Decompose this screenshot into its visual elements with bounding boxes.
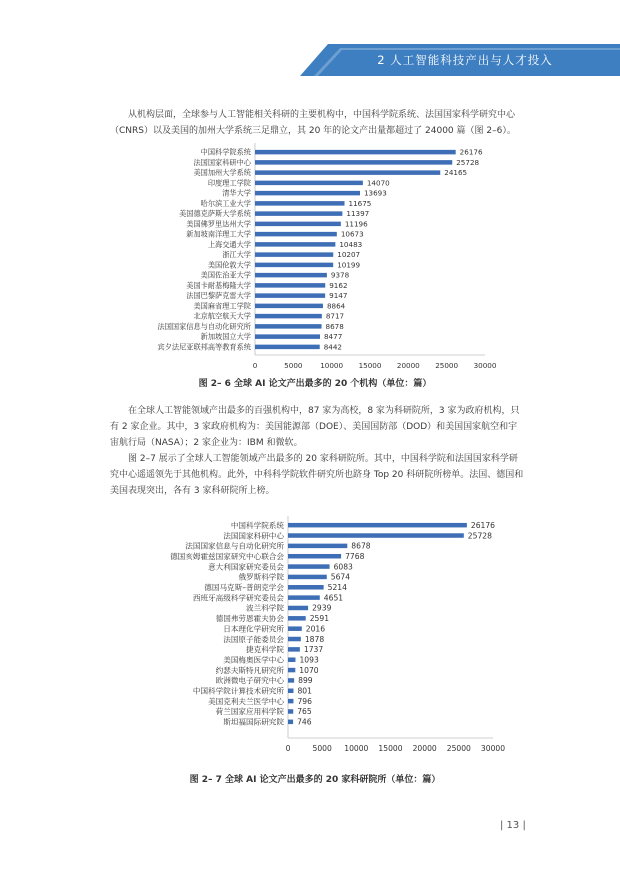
category-label: 清华大学 — [222, 188, 251, 198]
bar — [288, 544, 347, 549]
bar — [288, 647, 300, 652]
bar — [288, 709, 293, 714]
data-label: 8442 — [323, 342, 343, 352]
data-label: 7768 — [345, 551, 365, 561]
data-label: 10207 — [337, 250, 361, 260]
bar — [288, 564, 330, 569]
bar — [288, 689, 293, 694]
data-label: 899 — [298, 676, 313, 686]
category-label: 美国伦敦大学 — [207, 260, 251, 270]
data-label: 1737 — [303, 645, 324, 655]
page-number: | 13 | — [500, 820, 526, 831]
data-label: 9162 — [329, 280, 348, 290]
section-title: 2 人工智能科技产出与人才投入 — [377, 53, 553, 67]
category-label: 西班牙高级科学研究委员会 — [192, 593, 284, 603]
category-label: 法国国家科研中心 — [223, 531, 284, 541]
bar — [288, 606, 308, 611]
category-label: 荷兰国家应用科学院 — [215, 707, 284, 717]
category-label: 美国克利夫兰医学中心 — [208, 696, 284, 706]
data-label: 6083 — [333, 562, 353, 572]
x-tick-label: 30000 — [480, 744, 506, 753]
x-tick-label: 10000 — [320, 361, 344, 370]
bar — [288, 585, 324, 590]
category-label: 日本理化学研究所 — [223, 624, 284, 634]
data-label: 801 — [297, 686, 312, 696]
category-label: 哈尔滨工业大学 — [200, 198, 251, 208]
bar-chart-top-institutions — [125, 143, 505, 375]
paragraph-line: 美国表现突出，各有 3 家科研院所上榜。 — [110, 486, 275, 496]
bar — [255, 191, 360, 196]
data-label: 8678 — [325, 321, 344, 331]
data-label: 1878 — [304, 634, 325, 644]
category-label: 意大利国家研究委员会 — [208, 562, 284, 572]
data-label: 9378 — [330, 270, 350, 280]
category-label: 德国亥姆霍兹国家研究中心联合会 — [170, 551, 284, 561]
category-label: 上海交通大学 — [207, 239, 251, 249]
data-label: 25728 — [456, 157, 480, 167]
x-tick-label: 20000 — [412, 744, 437, 753]
x-tick-label: 5000 — [312, 744, 332, 753]
bar — [255, 314, 322, 319]
bar — [288, 554, 341, 559]
bar — [255, 150, 456, 155]
x-tick-label: 25000 — [446, 744, 471, 753]
category-label: 美国卡耐基梅隆大学 — [186, 280, 251, 290]
data-label: 4651 — [323, 593, 344, 603]
category-label: 法国原子能委员会 — [223, 634, 284, 644]
category-label: 北京航空航天大学 — [193, 311, 251, 321]
category-label: 俄罗斯科学院 — [238, 572, 284, 582]
bar — [255, 304, 323, 309]
bar — [255, 293, 325, 298]
data-label: 8864 — [326, 301, 346, 311]
data-label: 8477 — [323, 332, 343, 342]
bar — [255, 211, 342, 216]
data-label: 24165 — [444, 168, 468, 178]
category-label: 法国国家信息与自动化研究所 — [157, 321, 251, 331]
data-label: 2591 — [309, 614, 330, 624]
data-label: 8678 — [351, 541, 371, 551]
paragraph-line: （CNRS）以及美国的加州大学系统三足鼎立，其 20 年的论文产出量都超过了 24000 篇（图 2–6）。 — [110, 126, 516, 136]
data-label: 10483 — [339, 239, 363, 249]
data-label: 10673 — [340, 229, 364, 239]
data-label: 13693 — [363, 188, 387, 198]
bar — [255, 181, 363, 186]
bar — [255, 273, 327, 278]
bar — [255, 345, 320, 350]
bar — [255, 252, 333, 257]
paragraph-line: 究中心遥遥领先于其他机构。此外，中科科学院软件研究所也跻身 Top 20 科研院所榜单。法国、德国和 — [110, 470, 524, 480]
data-label: 1093 — [299, 655, 319, 665]
category-label: 美国麻省理工学院 — [193, 301, 251, 311]
paragraph-2 — [110, 403, 550, 499]
data-label: 2939 — [312, 603, 332, 613]
bar — [288, 616, 306, 621]
bar — [255, 242, 335, 247]
data-label: 25728 — [467, 531, 492, 541]
data-label: 11675 — [348, 198, 372, 208]
bar — [288, 595, 320, 600]
paragraph-line: 从机构层面，全球参与人工智能相关科研的主要机构中，中国科学院系统、法国国家科学研究中心 — [128, 110, 516, 120]
category-label: 美国梅奥医学中心 — [223, 655, 284, 665]
x-tick-label: 0 — [285, 744, 291, 753]
x-tick-label: 20000 — [396, 361, 420, 370]
bar — [255, 263, 333, 268]
paragraph-1 — [110, 107, 550, 139]
paragraph-line: 宙航行局（NASA）；2 家企业为：IBM 和微软。 — [110, 438, 303, 448]
data-label: 1070 — [299, 665, 319, 675]
bar — [288, 678, 294, 683]
category-label: 美国佛罗里达州大学 — [186, 219, 251, 229]
category-label: 法国国家信息与自动化研究所 — [185, 541, 284, 551]
bar — [288, 523, 467, 528]
bar — [288, 575, 327, 580]
category-label: 法国巴黎萨克雷大学 — [186, 291, 251, 301]
data-label: 5214 — [327, 583, 347, 593]
bar — [288, 657, 295, 662]
data-label: 796 — [297, 696, 312, 706]
category-label: 印度理工学院 — [207, 178, 251, 188]
bar — [255, 201, 345, 206]
data-label: 746 — [297, 717, 312, 727]
category-label: 德国马克斯–普朗克学会 — [204, 583, 284, 593]
bar — [288, 668, 295, 673]
bar — [255, 170, 440, 175]
category-label: 波兰科学院 — [246, 603, 284, 613]
category-label: 约瑟夫斯特凡研究所 — [215, 665, 284, 675]
paragraph-line: 图 2–7 展示了全球人工智能领域产出最多的 20 家科研院所。其中，中国科学院和法国国家科学研 — [128, 454, 518, 464]
category-label: 法国国家科研中心 — [193, 157, 251, 167]
category-label: 中国科学院计算技术研究所 — [192, 686, 284, 696]
bar — [255, 283, 325, 288]
category-label: 捷克科学院 — [246, 645, 284, 655]
category-label: 美国加州大学系统 — [193, 168, 251, 178]
paragraph-line: 有 2 家企业。其中，3 家政府机构为：美国能源部（DOE）、美国国防部（DOD）和美国国家航空和宇 — [110, 422, 518, 432]
category-label: 德国弗劳恩霍夫协会 — [215, 614, 284, 624]
bar — [288, 626, 302, 631]
category-label: 宾夕法尼亚联邦高等教育系统 — [157, 342, 251, 352]
data-label: 26176 — [459, 147, 483, 157]
category-label: 斯坦福国际研究院 — [223, 717, 284, 727]
bar — [255, 222, 341, 227]
x-tick-label: 25000 — [435, 361, 459, 370]
paragraph-line: 在全球人工智能领域产出最多的百强机构中，87 家为高校，8 家为科研院所，3 家为政府机构，只 — [128, 406, 520, 416]
bar — [288, 533, 464, 538]
data-label: 11397 — [346, 209, 370, 219]
category-label: 美国德克萨斯大学系统 — [179, 209, 251, 219]
x-tick-label: 15000 — [378, 744, 403, 753]
bar — [288, 720, 293, 725]
data-label: 8717 — [325, 311, 345, 321]
category-label: 新加坡南洋理工大学 — [186, 229, 251, 239]
data-label: 2016 — [305, 624, 326, 634]
x-tick-label: 10000 — [344, 744, 369, 753]
category-label: 浙江大学 — [222, 250, 251, 260]
data-label: 14070 — [366, 178, 390, 188]
bar — [255, 324, 322, 329]
category-label: 欧洲微电子研究中心 — [215, 676, 284, 686]
data-label: 9147 — [329, 291, 348, 301]
x-tick-label: 30000 — [473, 361, 497, 370]
bar-chart-top-research-institutes — [125, 516, 525, 760]
category-label: 中国科学院系统 — [230, 520, 284, 530]
category-label: 中国科学院系统 — [200, 147, 251, 157]
figure-caption-2-7: 图 2– 7 全球 AI 论文产出最多的 20 家科研院所（单位：篇） — [189, 775, 441, 785]
data-label: 26176 — [470, 520, 496, 530]
bar — [255, 232, 337, 237]
bar — [255, 160, 452, 165]
bar — [288, 699, 293, 704]
figure-caption-2-6: 图 2– 6 全球 AI 论文产出最多的 20 个机构（单位：篇） — [198, 379, 432, 389]
category-label: 新加坡国立大学 — [200, 332, 251, 342]
x-tick-label: 0 — [252, 361, 258, 370]
bar — [288, 637, 301, 642]
bar — [255, 334, 320, 339]
x-tick-label: 15000 — [358, 361, 382, 370]
category-label: 美国佐治亚大学 — [200, 270, 251, 280]
data-label: 765 — [297, 707, 312, 717]
x-tick-label: 5000 — [284, 361, 303, 370]
data-label: 5674 — [330, 572, 351, 582]
data-label: 10199 — [337, 260, 361, 270]
data-label: 11196 — [344, 219, 368, 229]
